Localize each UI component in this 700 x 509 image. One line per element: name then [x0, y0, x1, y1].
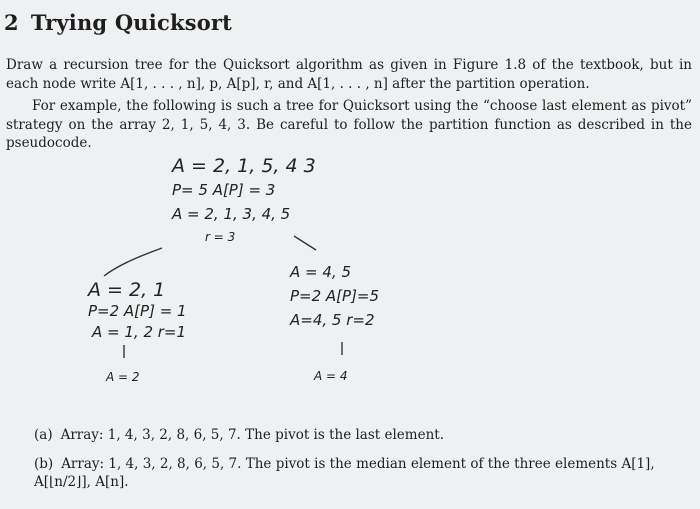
- left-pivot: P=2 A[P] = 1: [88, 302, 187, 320]
- right-array: A = 4, 5: [290, 263, 351, 281]
- question-a-text: Array: 1, 4, 3, 2, 8, 6, 5, 7. The pivot is the last element.: [60, 427, 444, 443]
- left-partitioned: A = 1, 2 r=1: [92, 323, 187, 341]
- question-a-label: (a): [34, 427, 53, 443]
- question-a: [34, 426, 684, 444]
- section-number: 2: [4, 10, 19, 35]
- root-partitioned: A = 2, 1, 3, 4, 5: [172, 205, 291, 223]
- example-paragraph: For example, the following is such a tree for Quicksort using the “choose last element as pivot” strategy on the array 2, 1, 5, 4, 3. Be careful to follow the partition function as described in the pseudocode.: [6, 98, 692, 151]
- left-leaf: A = 2: [106, 370, 140, 384]
- edge-root-left: [104, 248, 162, 276]
- question-b-label: (b): [34, 456, 54, 472]
- right-pivot: P=2 A[P]=5: [290, 287, 380, 305]
- root-array: A = 2, 1, 5, 4 3: [172, 155, 316, 177]
- edge-root-right: [294, 236, 316, 250]
- right-partitioned: A=4, 5 r=2: [290, 311, 375, 329]
- root-pivot: P= 5 A[P] = 3: [172, 181, 276, 199]
- question-b-text: Array: 1, 4, 3, 2, 8, 6, 5, 7. The pivot is the median element of the three elements A[1], A[⌊n/2⌋], A[n].: [34, 456, 655, 490]
- left-array: A = 2, 1: [88, 279, 166, 301]
- intro-paragraph: Draw a recursion tree for the Quicksort algorithm as given in Figure 1.8 of the textbook, but in each node write A[1, . . . , n], p, A[p], r, and A[1, . . . , n] after the partition operation.: [6, 57, 692, 92]
- question-b: [34, 455, 684, 491]
- root-r: r = 3: [205, 230, 236, 244]
- section-title: Trying Quicksort: [30, 10, 233, 35]
- right-leaf: A = 4: [314, 369, 348, 383]
